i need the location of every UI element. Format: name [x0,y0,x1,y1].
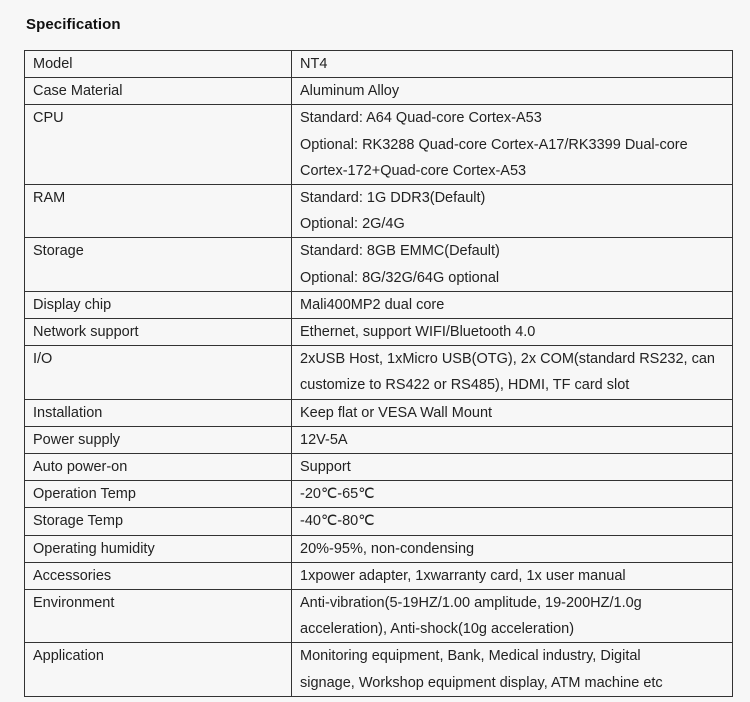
spec-value-line: Anti-vibration(5-19HZ/1.00 amplitude, 19-200HZ/1.0g [300,595,642,612]
spec-value-line: Mali400MP2 dual core [300,296,445,313]
spec-label: Power supply [25,426,292,453]
spec-value [292,426,733,453]
spec-value-line: 20%-95%, non-condensing [300,540,475,557]
spec-label: Model [25,51,292,78]
table-row [25,78,733,105]
spec-value-line: 1xpower adapter, 1xwarranty card, 1x user manual [300,567,626,584]
table-row [25,51,733,78]
table-row [25,426,733,453]
table-row [25,508,733,535]
spec-value-line: Optional: 8G/32G/64G optional [300,269,500,286]
spec-value [292,481,733,508]
spec-value [292,291,733,318]
spec-value [292,319,733,346]
table-row [25,643,733,696]
spec-value-line: 12V-5A [300,431,348,448]
page-title: Specification [26,16,121,33]
table-row [25,319,733,346]
spec-label: Auto power-on [25,454,292,481]
table-row [25,481,733,508]
table-row [25,346,733,399]
spec-label: Environment [25,590,292,643]
spec-value-line: Cortex-172+Quad-core Cortex-A53 [300,162,527,179]
table-row [25,535,733,562]
spec-value-line: customize to RS422 or RS485), HDMI, TF card slot [300,377,630,394]
spec-value [292,346,733,399]
table-row [25,185,733,238]
spec-value-line: Optional: RK3288 Quad-core Cortex-A17/RK3399 Dual-core [300,136,688,153]
spec-value-line: signage, Workshop equipment display, ATM machine etc [300,674,663,691]
spec-label: Operation Temp [25,481,292,508]
spec-value-line: Support [300,459,351,476]
spec-label: Network support [25,319,292,346]
spec-label: Storage [25,238,292,291]
spec-value [292,643,733,696]
table-row [25,291,733,318]
spec-value [292,508,733,535]
table-row [25,590,733,643]
table-row [25,562,733,589]
spec-value [292,562,733,589]
spec-label: Accessories [25,562,292,589]
spec-value [292,590,733,643]
table-row [25,399,733,426]
spec-label: Case Material [25,78,292,105]
spec-label: RAM [25,185,292,238]
table-row [25,238,733,291]
spec-value-line: Aluminum Alloy [300,83,400,100]
table-row [25,105,733,185]
spec-label: Storage Temp [25,508,292,535]
specification-table [24,50,733,697]
spec-value [292,78,733,105]
spec-value-line: 2xUSB Host, 1xMicro USB(OTG), 2x COM(standard RS232, can [300,351,715,368]
spec-label: Installation [25,399,292,426]
spec-value-line: Standard: A64 Quad-core Cortex-A53 [300,110,542,127]
spec-value-line: Standard: 8GB EMMC(Default) [300,243,500,260]
spec-value [292,238,733,291]
spec-label: Application [25,643,292,696]
spec-value [292,399,733,426]
spec-value-line: Ethernet, support WIFI/Bluetooth 4.0 [300,324,536,341]
spec-value [292,51,733,78]
spec-value [292,185,733,238]
spec-value-line: -40℃-80℃ [300,513,375,530]
spec-value-line: acceleration), Anti-shock(10g acceleration) [300,621,575,638]
spec-value-line: Optional: 2G/4G [300,216,405,233]
spec-value [292,535,733,562]
spec-value-line: NT4 [300,56,328,72]
spec-value-line: Standard: 1G DDR3(Default) [300,190,486,207]
table-row [25,454,733,481]
spec-value-line: Monitoring equipment, Bank, Medical industry, Digital [300,648,641,665]
spec-value-line: -20℃-65℃ [300,486,375,503]
spec-label: Operating humidity [25,535,292,562]
spec-label: I/O [25,346,292,399]
spec-label: Display chip [25,291,292,318]
spec-label: CPU [25,105,292,185]
spec-value [292,454,733,481]
spec-value [292,105,733,185]
spec-value-line: Keep flat or VESA Wall Mount [300,404,493,421]
specification-table-body [25,51,733,697]
